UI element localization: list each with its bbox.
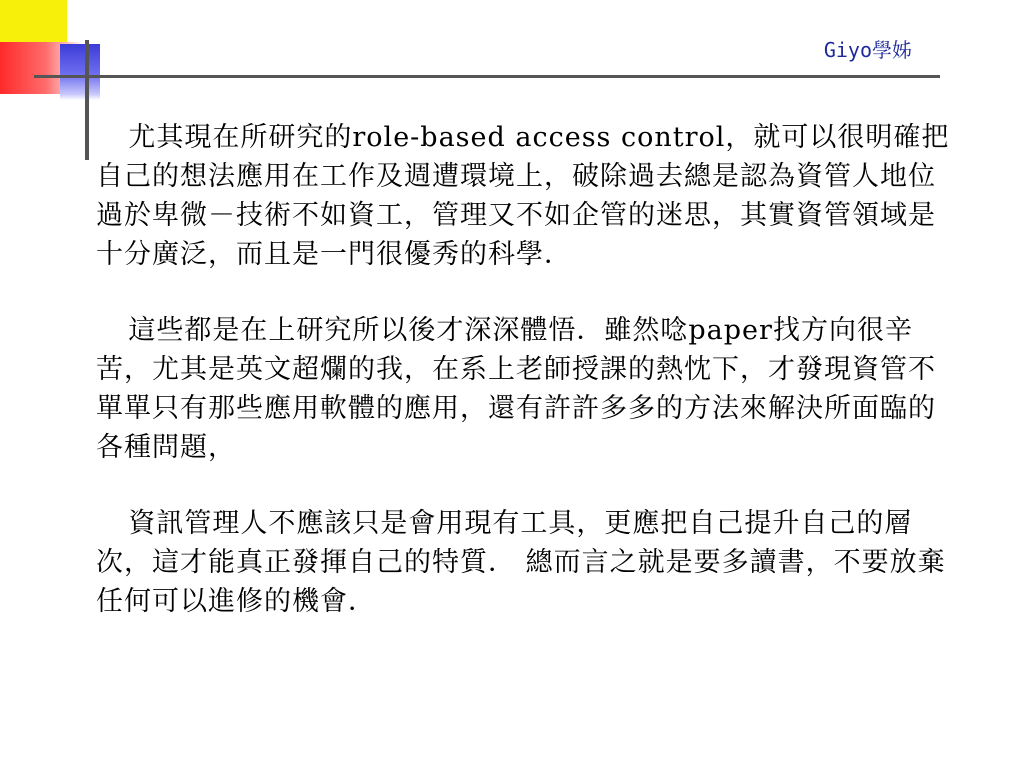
vertical-rule	[85, 40, 89, 160]
paragraph-1: 尤其現在所研究的role-based access control，就可以很明確把自己的想法應用在工作及週遭環境上，破除過去總是認為資管人地位過於卑微－技術不如資工，管理又不如企管的迷思，其實資管領域是十分廣泛，而且是一門很優秀的科學．	[96, 122, 950, 270]
header-label: Giyo學姊	[823, 38, 912, 62]
paragraph-2: 這些都是在上研究所以後才深深體悟．雖然唸paper找方向很辛苦，尤其是英文超爛的我，在系上老師授課的熱忱下，才發現資管不單單只有那些應用軟體的應用，還有許許多多的方法來解決所面臨的各種問題，	[96, 315, 936, 463]
corner-blue-block	[60, 44, 100, 100]
paragraph-3: 資訊管理人不應該只是會用現有工具，更應把自己提升自己的層次，這才能真正發揮自己的特質． 總而言之就是要多讀書，不要放棄任何可以進修的機會．	[96, 508, 946, 617]
slide-body	[96, 118, 956, 621]
horizontal-rule	[34, 75, 940, 78]
